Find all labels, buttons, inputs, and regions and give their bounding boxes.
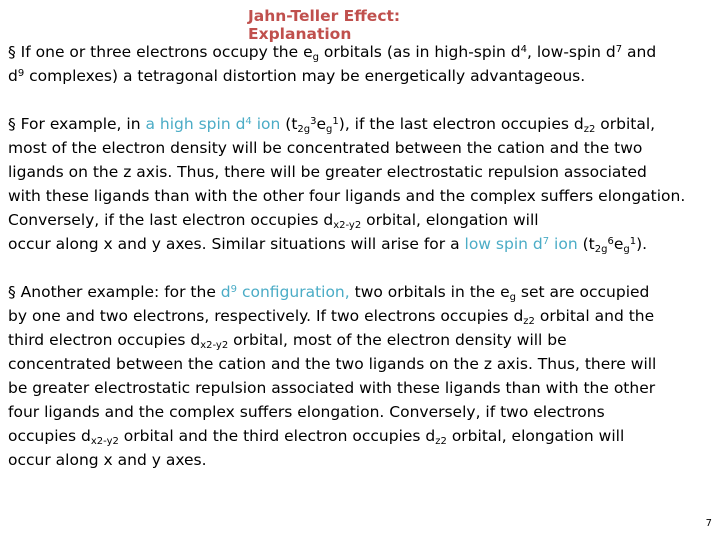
title-line-2: Explanation <box>248 25 352 43</box>
p2-line-5: Conversely, if the last electron occupies $d_{x2-y2}$ orbital, elongation will <box>8 211 539 231</box>
title-line-1: Jahn-Teller Effect: <box>248 7 401 25</box>
p2-line-4: with these ligands than with the other four ligands and the complex suffers elongation. <box>8 187 686 205</box>
p1-line-2: $d^9$ complexes) a tetragonal distortion may be energetically advantageous. <box>8 67 586 85</box>
p3-line-2: by one and two electrons, respectively. If two electrons occupies $d_{z2}$ orbital and the <box>8 307 655 327</box>
p3-line-4: concentrated between the cation and the two ligands on the z axis. Thus, there will <box>8 355 657 373</box>
slide-title <box>248 7 448 43</box>
p2-line-1: § For example, in a high spin $d^4$ ion $(t_{2g}^3e_g^1)$, if the last electron occupies $d_{z2}$ orbital, <box>8 115 656 135</box>
p2-line-6: occur along x and y axes. Similar situations will arise for a low spin $d^7$ ion $(t_{2g}^6e_g^1)$. <box>8 235 648 255</box>
p3-line-7: occupies $d_{x2-y2}$ orbital and the third electron occupies $d_{z2}$ orbital, elongation will <box>8 427 625 447</box>
p3-line-8: occur along x and y axes. <box>8 451 207 469</box>
p3-line-1: § Another example: for the $d^9$ configuration, two orbitals in the $e_g$ set are occupied <box>8 283 650 303</box>
p3-line-3: third electron occupies $d_{x2-y2}$ orbital, most of the electron density will be <box>8 331 567 351</box>
p3-line-6: four ligands and the complex suffers elongation. Conversely, if two electrons <box>8 403 605 421</box>
highlight-d9-configuration: $d^9$ configuration, <box>220 283 350 301</box>
p3-line-5: be greater electrostatic repulsion associated with these ligands than with the other <box>8 379 656 397</box>
paragraph-1 <box>8 40 713 88</box>
p2-line-3: ligands on the z axis. Thus, there will be greater electrostatic repulsion associated <box>8 163 647 181</box>
page-number: 7 <box>705 518 712 529</box>
p2-line-2: most of the electron density will be concentrated between the cation and the two <box>8 139 643 157</box>
highlight-high-spin-d4: a high spin $d^4$ ion <box>145 115 281 133</box>
paragraph-3 <box>8 280 713 472</box>
p1-line-1: § If one or three electrons occupy the $e_g$ orbitals (as in high-spin $d^4$, low-spin $d^7$ and <box>8 43 657 63</box>
paragraph-2 <box>8 112 713 256</box>
highlight-low-spin-d7: low spin $d^7$ ion <box>464 235 578 253</box>
